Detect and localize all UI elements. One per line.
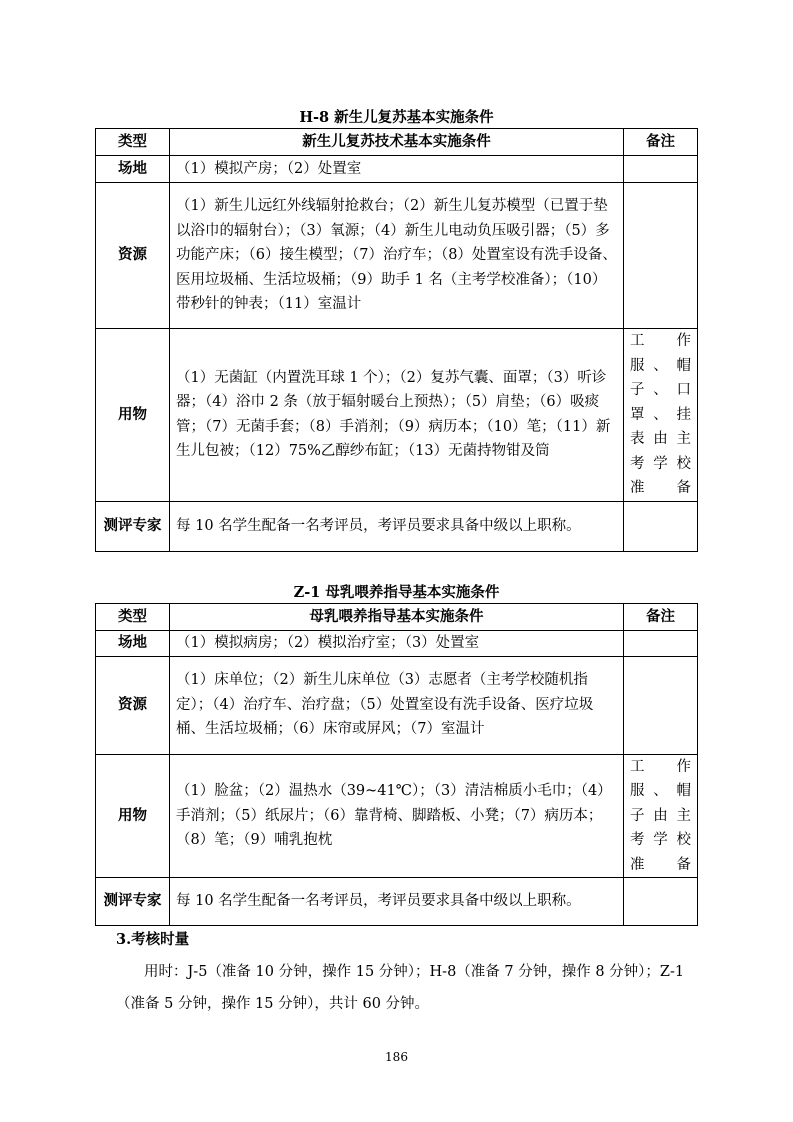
header-content: 新生儿复苏技术基本实施条件 xyxy=(170,129,624,156)
remark-line: 服、帽 xyxy=(630,357,691,374)
row-type-evaluators: 测评专家 xyxy=(96,878,170,926)
row-content-supplies: （1）无菌缸（内置洗耳球 1 个）；（2）复苏气囊、面罩；（3）听诊器；（4）浴巾 2 条（放于辐射暖台上预热）；（5）肩垫；（6）吸痰管；（7）无菌手套；（8）手消剂；（9）病历本；（10）笔；（11）新生儿包被；（12）75%乙醇纱布缸；（13）无菌持物钳及筒 xyxy=(170,329,624,502)
row-content-venue: （1）模拟病房；（2）模拟治疗室；（3）处置室 xyxy=(170,631,624,657)
row-remark-venue xyxy=(624,156,698,183)
section-heading: 3.考核时量 xyxy=(116,931,190,948)
row-type-venue: 场地 xyxy=(96,156,170,183)
row-type-resources: 资源 xyxy=(96,656,170,754)
row-remark-resources xyxy=(624,183,698,329)
table-header-row xyxy=(96,604,698,631)
table-row xyxy=(96,183,698,329)
row-remark-venue xyxy=(624,631,698,657)
table-caption-h8: H-8 新生儿复苏基本实施条件 xyxy=(299,109,494,126)
table-header-row xyxy=(96,129,698,156)
row-content-resources: （1）新生儿远红外线辐射抢救台；（2）新生儿复苏模型（已置于垫以浴巾的辐射台）；（3）氧源；（4）新生儿电动负压吸引器；（5）多功能产床；（6）接生模型；（7）治疗车；（8）处置室设有洗手设备、医用垃圾桶、生活垃圾桶；（9）助手 1 名（主考学校准备）；（10）带秒针的钟表；（11）室温计 xyxy=(170,183,624,329)
row-type-supplies: 用物 xyxy=(96,754,170,878)
section-paragraph: 用时：J-5（准备 10 分钟，操作 15 分钟）；H-8（准备 7 分钟，操作 8 分钟）；Z-1（准备 5 分钟，操作 15 分钟），共计 60 分钟。 xyxy=(116,964,685,1012)
table-h8 xyxy=(95,128,698,552)
row-remark-resources xyxy=(624,656,698,754)
header-type: 类型 xyxy=(96,604,170,631)
row-content-venue: （1）模拟产房；（2）处置室 xyxy=(170,156,624,183)
table-row xyxy=(96,754,698,878)
remark-line: 工 作 xyxy=(630,758,691,775)
row-remark-supplies xyxy=(624,754,698,878)
row-remark-evaluators xyxy=(624,501,698,551)
remark-line: 工 作 xyxy=(630,333,691,349)
header-type: 类型 xyxy=(96,129,170,156)
remark-line: 子、口 xyxy=(630,382,691,398)
header-content: 母乳喂养指导基本实施条件 xyxy=(170,604,624,631)
remark-line: 考学校 xyxy=(630,832,691,848)
row-type-evaluators: 测评专家 xyxy=(96,501,170,551)
remark-line: 表由主 xyxy=(630,431,691,447)
page-number: 186 xyxy=(385,1050,408,1064)
row-type-venue: 场地 xyxy=(96,631,170,657)
row-type-resources: 资源 xyxy=(96,183,170,329)
table-row xyxy=(96,631,698,657)
remark-line: 子由主 xyxy=(630,807,691,824)
row-content-evaluators: 每 10 名学生配备一名考评员，考评员要求具备中级以上职称。 xyxy=(170,878,624,926)
table-z1 xyxy=(95,603,698,926)
table-row xyxy=(96,656,698,754)
remark-line: 罩、挂 xyxy=(630,406,691,423)
table-row xyxy=(96,878,698,926)
remark-line: 服、帽 xyxy=(630,783,691,799)
header-remark: 备注 xyxy=(624,129,698,156)
row-remark-supplies xyxy=(624,329,698,502)
row-content-evaluators: 每 10 名学生配备一名考评员，考评员要求具备中级以上职称。 xyxy=(170,501,624,551)
table-row xyxy=(96,156,698,183)
table-row xyxy=(96,329,698,502)
row-type-supplies: 用物 xyxy=(96,329,170,502)
table-row xyxy=(96,501,698,551)
remark-line: 准备 xyxy=(630,856,691,873)
remark-line: 准备 xyxy=(630,480,691,496)
row-remark-evaluators xyxy=(624,878,698,926)
row-content-resources: （1）床单位；（2）新生儿床单位（3）志愿者（主考学校随机指定）；（4）治疗车、治疗盘；（5）处置室设有洗手设备、医疗垃圾桶、生活垃圾桶；（6）床帘或屏风；（7）室温计 xyxy=(170,656,624,754)
row-content-supplies: （1）脸盆；（2）温热水（39~41℃）；（3）清洁棉质小毛巾；（4）手消剂；（5）纸尿片；（6）靠背椅、脚踏板、小凳；（7）病历本；（8）笔；（9）哺乳抱枕 xyxy=(170,754,624,878)
table-caption-z1: Z-1 母乳喂养指导基本实施条件 xyxy=(293,584,500,601)
header-remark: 备注 xyxy=(624,604,698,631)
remark-line: 考学校 xyxy=(630,455,691,472)
